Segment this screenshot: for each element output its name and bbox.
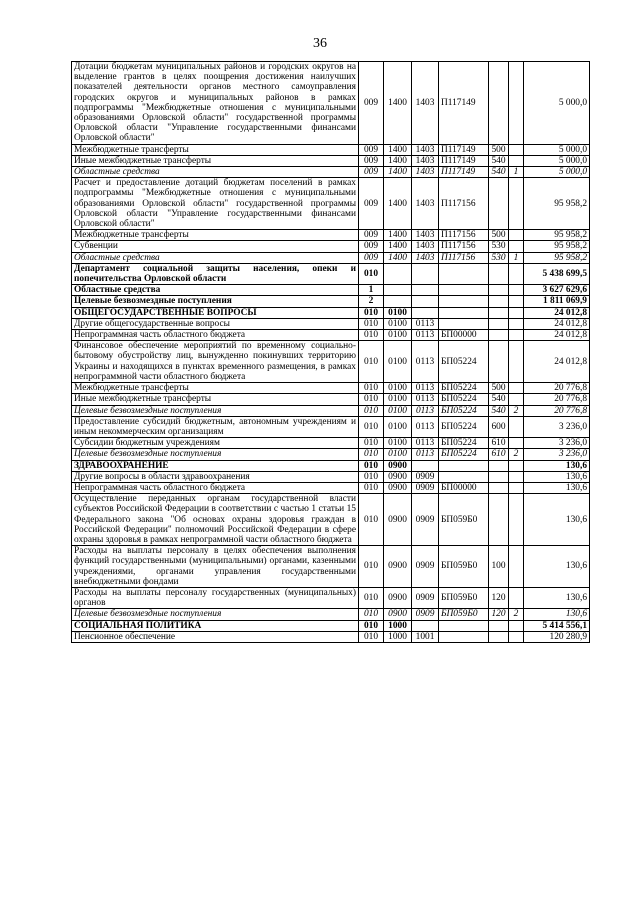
- row-ved-code: 009: [359, 167, 384, 178]
- row-target-article: БП05224: [439, 383, 489, 394]
- row-amount: 3 627 629,6: [524, 285, 590, 296]
- row-target-article: [439, 307, 489, 318]
- row-target-article: БП00000: [439, 330, 489, 341]
- row-ved-code: 010: [359, 383, 384, 394]
- table-row: [72, 178, 590, 230]
- row-funding-source: 1: [509, 167, 524, 178]
- row-ved-code: 010: [359, 416, 384, 437]
- row-amount: 24 012,8: [524, 330, 590, 341]
- row-section-code: 0100: [384, 438, 412, 449]
- row-target-article: БП00000: [439, 482, 489, 493]
- row-name: Расчет и предоставление дотаций бюджетам поселений в рамках подпрограммы "Межбюджетные отношения с муниципальными образованиями Орловской области" государственной программы Орловской области "Управление государственными финансами Орловской области": [72, 178, 359, 230]
- row-subsection-code: 0113: [412, 383, 439, 394]
- row-name: ЗДРАВООХРАНЕНИЕ: [72, 460, 359, 471]
- row-expense-type: [489, 620, 509, 631]
- row-funding-source: [509, 307, 524, 318]
- table-row: [72, 167, 590, 178]
- row-funding-source: [509, 394, 524, 405]
- row-amount: 120 280,9: [524, 631, 590, 642]
- table-row: [72, 155, 590, 166]
- row-subsection-code: 0909: [412, 546, 439, 588]
- budget-table: [71, 61, 590, 643]
- row-expense-type: 530: [489, 241, 509, 252]
- row-funding-source: [509, 482, 524, 493]
- row-funding-source: [509, 438, 524, 449]
- row-amount: 95 958,2: [524, 252, 590, 263]
- row-amount: 5 414 556,1: [524, 620, 590, 631]
- table-row: [72, 394, 590, 405]
- row-expense-type: 120: [489, 609, 509, 620]
- table-row: [72, 318, 590, 329]
- row-name: Осуществление переданных органам государственной власти субъектов Российской Федерации в соответствии с частью 1 статьи 15 Федерального закона "Об основах охраны здоровья граждан в Российской Федерации" полномочий Российской Федерации в сфере охраны здоровья в рамках непрограммной части областного бюджета: [72, 494, 359, 546]
- row-name: Субвенции: [72, 241, 359, 252]
- row-name: ОБЩЕГОСУДАРСТВЕННЫЕ ВОПРОСЫ: [72, 307, 359, 318]
- row-amount: 20 776,8: [524, 394, 590, 405]
- row-ved-code: 010: [359, 631, 384, 642]
- row-target-article: [439, 631, 489, 642]
- row-funding-source: 2: [509, 449, 524, 460]
- row-expense-type: 530: [489, 252, 509, 263]
- row-subsection-code: 0113: [412, 449, 439, 460]
- row-subsection-code: [412, 620, 439, 631]
- row-amount: 95 958,2: [524, 230, 590, 241]
- row-name: Предоставление субсидий бюджетным, автономным учреждениям и иным некоммерческим организациям: [72, 416, 359, 437]
- table-row: [72, 494, 590, 546]
- table-row: [72, 631, 590, 642]
- row-target-article: П117156: [439, 230, 489, 241]
- row-subsection-code: [412, 285, 439, 296]
- row-name: Межбюджетные трансферты: [72, 230, 359, 241]
- row-subsection-code: 0909: [412, 471, 439, 482]
- row-subsection-code: 0113: [412, 318, 439, 329]
- row-name: Непрограммная часть областного бюджета: [72, 330, 359, 341]
- row-section-code: 0900: [384, 587, 412, 608]
- row-target-article: П117149: [439, 167, 489, 178]
- row-section-code: [384, 296, 412, 307]
- row-section-code: 0100: [384, 307, 412, 318]
- row-expense-type: 600: [489, 416, 509, 437]
- row-target-article: П117149: [439, 144, 489, 155]
- row-target-article: БП059Б0: [439, 494, 489, 546]
- row-section-code: 1000: [384, 631, 412, 642]
- row-target-article: БП05224: [439, 449, 489, 460]
- row-target-article: [439, 263, 489, 284]
- row-ved-code: 010: [359, 330, 384, 341]
- row-ved-code: 009: [359, 62, 384, 145]
- row-name: Субсидии бюджетным учреждениям: [72, 438, 359, 449]
- row-section-code: 0900: [384, 482, 412, 493]
- row-subsection-code: 1403: [412, 230, 439, 241]
- row-amount: 130,6: [524, 587, 590, 608]
- row-amount: 130,6: [524, 482, 590, 493]
- row-expense-type: [489, 330, 509, 341]
- row-amount: 5 000,0: [524, 167, 590, 178]
- row-section-code: 1400: [384, 252, 412, 263]
- row-target-article: БП05224: [439, 416, 489, 437]
- row-target-article: П117149: [439, 155, 489, 166]
- row-amount: 24 012,8: [524, 318, 590, 329]
- row-expense-type: 500: [489, 383, 509, 394]
- row-name: СОЦИАЛЬНАЯ ПОЛИТИКА: [72, 620, 359, 631]
- row-name: Областные средства: [72, 252, 359, 263]
- table-row: [72, 620, 590, 631]
- row-subsection-code: 0909: [412, 587, 439, 608]
- row-section-code: 0100: [384, 341, 412, 383]
- row-target-article: БП05224: [439, 394, 489, 405]
- table-row: [72, 252, 590, 263]
- row-subsection-code: 1403: [412, 155, 439, 166]
- row-funding-source: [509, 285, 524, 296]
- row-section-code: 0900: [384, 471, 412, 482]
- table-row: [72, 263, 590, 284]
- table-row: [72, 241, 590, 252]
- row-ved-code: 009: [359, 155, 384, 166]
- row-target-article: БП059Б0: [439, 546, 489, 588]
- row-expense-type: 540: [489, 405, 509, 416]
- row-section-code: 1400: [384, 155, 412, 166]
- row-subsection-code: 1403: [412, 62, 439, 145]
- row-amount: 24 012,8: [524, 307, 590, 318]
- row-amount: 1 811 069,9: [524, 296, 590, 307]
- row-ved-code: 010: [359, 546, 384, 588]
- row-ved-code: 010: [359, 438, 384, 449]
- table-row: [72, 460, 590, 471]
- row-funding-source: [509, 178, 524, 230]
- row-amount: 130,6: [524, 609, 590, 620]
- row-name: Целевые безвозмездные поступления: [72, 296, 359, 307]
- row-subsection-code: 1403: [412, 167, 439, 178]
- table-row: [72, 546, 590, 588]
- row-funding-source: 2: [509, 405, 524, 416]
- row-expense-type: [489, 341, 509, 383]
- row-amount: 130,6: [524, 471, 590, 482]
- row-ved-code: 010: [359, 609, 384, 620]
- row-ved-code: 010: [359, 460, 384, 471]
- table-row: [72, 587, 590, 608]
- row-target-article: [439, 471, 489, 482]
- page-number: 36: [313, 36, 327, 51]
- row-subsection-code: [412, 296, 439, 307]
- row-section-code: [384, 285, 412, 296]
- row-subsection-code: 0113: [412, 341, 439, 383]
- row-funding-source: [509, 416, 524, 437]
- row-subsection-code: 0113: [412, 405, 439, 416]
- row-ved-code: 010: [359, 449, 384, 460]
- row-amount: 3 236,0: [524, 438, 590, 449]
- row-target-article: БП05224: [439, 438, 489, 449]
- row-section-code: 1400: [384, 241, 412, 252]
- row-amount: 24 012,8: [524, 341, 590, 383]
- row-amount: 3 236,0: [524, 449, 590, 460]
- row-expense-type: [489, 460, 509, 471]
- row-subsection-code: 1403: [412, 144, 439, 155]
- row-subsection-code: [412, 263, 439, 284]
- row-section-code: 0100: [384, 449, 412, 460]
- row-funding-source: [509, 330, 524, 341]
- row-name: Пенсионное обеспечение: [72, 631, 359, 642]
- table-row: [72, 383, 590, 394]
- row-subsection-code: 1403: [412, 252, 439, 263]
- row-target-article: [439, 620, 489, 631]
- row-name: Финансовое обеспечение мероприятий по временному социально-бытовому обустройству лиц, вынужденно покинувших территорию Украины и находящихся в пунктах временного размещения, в рамках непрограммной части областного бюджета: [72, 341, 359, 383]
- row-expense-type: 500: [489, 230, 509, 241]
- row-amount: 20 776,8: [524, 405, 590, 416]
- row-funding-source: [509, 341, 524, 383]
- row-ved-code: 010: [359, 405, 384, 416]
- row-expense-type: 540: [489, 155, 509, 166]
- row-subsection-code: 1403: [412, 178, 439, 230]
- row-section-code: 1400: [384, 230, 412, 241]
- row-amount: 3 236,0: [524, 416, 590, 437]
- row-ved-code: 010: [359, 263, 384, 284]
- row-subsection-code: 1001: [412, 631, 439, 642]
- row-expense-type: 610: [489, 449, 509, 460]
- row-ved-code: 1: [359, 285, 384, 296]
- table-row: [72, 405, 590, 416]
- row-funding-source: [509, 587, 524, 608]
- row-ved-code: 010: [359, 318, 384, 329]
- row-section-code: 0100: [384, 330, 412, 341]
- row-funding-source: 2: [509, 609, 524, 620]
- row-funding-source: [509, 144, 524, 155]
- row-target-article: БП05224: [439, 405, 489, 416]
- row-name: Расходы на выплаты персоналу в целях обеспечения выполнения функций государственными (муниципальными) органами, казенными учреждениями, органами управления государственными внебюджетными фондами: [72, 546, 359, 588]
- row-name: Межбюджетные трансферты: [72, 144, 359, 155]
- row-name: Расходы на выплаты персоналу государственных (муниципальных) органов: [72, 587, 359, 608]
- table-row: [72, 482, 590, 493]
- table-row: [72, 449, 590, 460]
- row-name: Межбюджетные трансферты: [72, 383, 359, 394]
- row-expense-type: [489, 631, 509, 642]
- row-expense-type: 100: [489, 546, 509, 588]
- row-ved-code: 010: [359, 494, 384, 546]
- row-subsection-code: 0909: [412, 609, 439, 620]
- row-ved-code: 010: [359, 341, 384, 383]
- row-target-article: [439, 460, 489, 471]
- row-expense-type: 500: [489, 144, 509, 155]
- row-target-article: БП059Б0: [439, 587, 489, 608]
- row-ved-code: 010: [359, 587, 384, 608]
- row-name: Иные межбюджетные трансферты: [72, 155, 359, 166]
- row-name: Непрограммная часть областного бюджета: [72, 482, 359, 493]
- row-ved-code: 009: [359, 144, 384, 155]
- table-row: [72, 144, 590, 155]
- row-subsection-code: 0113: [412, 438, 439, 449]
- row-name: Целевые безвозмездные поступления: [72, 449, 359, 460]
- row-funding-source: [509, 296, 524, 307]
- row-ved-code: 010: [359, 482, 384, 493]
- row-funding-source: [509, 471, 524, 482]
- row-subsection-code: [412, 460, 439, 471]
- table-row: [72, 416, 590, 437]
- row-subsection-code: [412, 307, 439, 318]
- row-expense-type: [489, 178, 509, 230]
- row-section-code: 0900: [384, 609, 412, 620]
- row-expense-type: [489, 307, 509, 318]
- row-target-article: П117156: [439, 252, 489, 263]
- row-section-code: 0100: [384, 394, 412, 405]
- table-row: [72, 330, 590, 341]
- row-funding-source: 1: [509, 252, 524, 263]
- row-section-code: 0900: [384, 546, 412, 588]
- row-target-article: [439, 285, 489, 296]
- row-section-code: [384, 263, 412, 284]
- row-funding-source: [509, 318, 524, 329]
- row-section-code: 1400: [384, 178, 412, 230]
- row-amount: 130,6: [524, 460, 590, 471]
- row-subsection-code: 0909: [412, 482, 439, 493]
- row-amount: 130,6: [524, 494, 590, 546]
- row-subsection-code: 1403: [412, 241, 439, 252]
- row-expense-type: 610: [489, 438, 509, 449]
- row-amount: 5 000,0: [524, 62, 590, 145]
- row-name: Дотации бюджетам муниципальных районов и городских округов на выделение грантов в целях поощрения достижения наилучших показателей деятельности органов местного самоуправления городских округов и муниципальных районов в рамках подпрограммы "Межбюджетные отношения с муниципальными образованиями Орловской области" государственной программы Орловской области "Управление государственными финансами Орловской области": [72, 62, 359, 145]
- table-row: [72, 62, 590, 145]
- row-funding-source: [509, 546, 524, 588]
- row-ved-code: 009: [359, 252, 384, 263]
- row-expense-type: [489, 494, 509, 546]
- row-target-article: БП059Б0: [439, 609, 489, 620]
- row-ved-code: 009: [359, 230, 384, 241]
- row-funding-source: [509, 494, 524, 546]
- row-section-code: 1400: [384, 167, 412, 178]
- table-row: [72, 296, 590, 307]
- row-section-code: 0100: [384, 405, 412, 416]
- row-section-code: 0900: [384, 460, 412, 471]
- table-row: [72, 285, 590, 296]
- row-funding-source: [509, 460, 524, 471]
- table-row: [72, 341, 590, 383]
- row-ved-code: 009: [359, 178, 384, 230]
- row-name: Другие вопросы в области здравоохранения: [72, 471, 359, 482]
- row-amount: 5 000,0: [524, 155, 590, 166]
- row-name: Целевые безвозмездные поступления: [72, 609, 359, 620]
- row-expense-type: [489, 296, 509, 307]
- table-row: [72, 230, 590, 241]
- row-name: Целевые безвозмездные поступления: [72, 405, 359, 416]
- row-funding-source: [509, 241, 524, 252]
- row-expense-type: [489, 318, 509, 329]
- row-section-code: 1000: [384, 620, 412, 631]
- row-section-code: 0100: [384, 318, 412, 329]
- row-name: Иные межбюджетные трансферты: [72, 394, 359, 405]
- row-funding-source: [509, 230, 524, 241]
- row-expense-type: [489, 285, 509, 296]
- row-name: Департамент социальной защиты населения, опеки и попечительства Орловской области: [72, 263, 359, 284]
- table-row: [72, 609, 590, 620]
- row-subsection-code: 0113: [412, 394, 439, 405]
- row-subsection-code: 0113: [412, 330, 439, 341]
- row-amount: 5 438 699,5: [524, 263, 590, 284]
- row-funding-source: [509, 383, 524, 394]
- row-name: Областные средства: [72, 167, 359, 178]
- table-row: [72, 438, 590, 449]
- row-subsection-code: 0909: [412, 494, 439, 546]
- row-expense-type: 540: [489, 394, 509, 405]
- row-section-code: 1400: [384, 144, 412, 155]
- row-name: Другие общегосударственные вопросы: [72, 318, 359, 329]
- row-ved-code: 2: [359, 296, 384, 307]
- table-row: [72, 307, 590, 318]
- row-expense-type: [489, 263, 509, 284]
- row-funding-source: [509, 620, 524, 631]
- row-subsection-code: 0113: [412, 416, 439, 437]
- row-expense-type: 120: [489, 587, 509, 608]
- row-funding-source: [509, 631, 524, 642]
- row-target-article: П117149: [439, 62, 489, 145]
- row-ved-code: 010: [359, 471, 384, 482]
- row-section-code: 0900: [384, 494, 412, 546]
- row-ved-code: 009: [359, 241, 384, 252]
- row-funding-source: [509, 263, 524, 284]
- row-target-article: П117156: [439, 241, 489, 252]
- row-section-code: 0100: [384, 416, 412, 437]
- row-expense-type: [489, 62, 509, 145]
- row-target-article: П117156: [439, 178, 489, 230]
- row-amount: 5 000,0: [524, 144, 590, 155]
- row-expense-type: [489, 482, 509, 493]
- row-section-code: 1400: [384, 62, 412, 145]
- row-expense-type: 540: [489, 167, 509, 178]
- row-section-code: 0100: [384, 383, 412, 394]
- row-expense-type: [489, 471, 509, 482]
- row-target-article: [439, 296, 489, 307]
- row-ved-code: 010: [359, 620, 384, 631]
- row-amount: 20 776,8: [524, 383, 590, 394]
- row-amount: 95 958,2: [524, 178, 590, 230]
- row-target-article: [439, 318, 489, 329]
- row-name: Областные средства: [72, 285, 359, 296]
- row-target-article: БП05224: [439, 341, 489, 383]
- table-row: [72, 471, 590, 482]
- row-amount: 130,6: [524, 546, 590, 588]
- row-funding-source: [509, 62, 524, 145]
- row-ved-code: 010: [359, 307, 384, 318]
- row-amount: 95 958,2: [524, 241, 590, 252]
- row-funding-source: [509, 155, 524, 166]
- row-ved-code: 010: [359, 394, 384, 405]
